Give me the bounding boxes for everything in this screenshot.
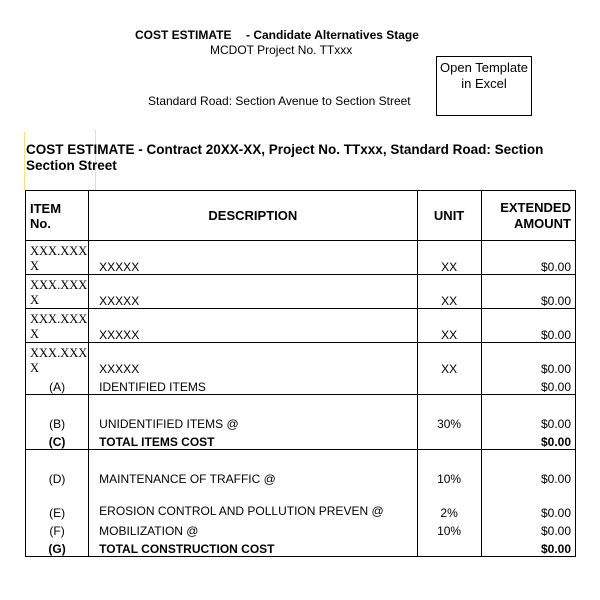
summary-letter: (G) [26,538,89,557]
summary-letter: (D) [26,468,89,486]
item-unit: XX [417,275,481,309]
item-description: XXXXX [89,275,417,309]
spacer-row [26,395,576,414]
table-row [26,343,576,377]
open-template-button[interactable]: Open Template in Excel [436,56,532,116]
summary-description: IDENTIFIED ITEMS [89,376,417,395]
item-unit: XX [417,343,481,377]
project-number: MCDOT Project No. TTxxx [210,43,353,57]
item-amount: $0.00 [481,343,575,377]
item-description: XXXXX [89,241,417,275]
table-row [26,275,576,309]
summary-letter: (F) [26,520,89,538]
summary-description: MAINTENANCE OF TRAFFIC @ [89,468,417,486]
summary-row-e [26,486,576,520]
spacer-row [26,450,576,469]
summary-amount: $0.00 [481,431,575,450]
summary-row-b [26,413,576,431]
item-code: XXX.XXX X [26,275,89,309]
summary-amount: $0.00 [481,413,575,431]
summary-letter: (C) [26,431,89,450]
item-code: XXX.XXX X [26,343,89,377]
summary-letter: (A) [26,376,89,395]
summary-amount: $0.00 [481,468,575,486]
item-unit: XX [417,309,481,343]
contract-title: COST ESTIMATE - Contract 20XX-XX, Project No. TTxxx, Standard Road: Section Section Street [26,142,544,173]
summary-amount: $0.00 [481,520,575,538]
item-code: XXX.XXX X [26,309,89,343]
item-code: XXX.XXX X [26,241,89,275]
summary-description: EROSION CONTROL AND POLLUTION PREVEN @ [89,486,417,520]
item-amount: $0.00 [481,241,575,275]
summary-row-g [26,538,576,557]
column-header-extended-amount: EXTENDED AMOUNT [481,191,575,241]
column-header-unit: UNIT [417,191,481,241]
summary-row-a [26,376,576,395]
road-section: Standard Road: Section Avenue to Section Street [148,94,411,108]
summary-description: TOTAL ITEMS COST [89,431,417,450]
summary-percent: 2% [417,486,481,520]
item-unit: XX [417,241,481,275]
summary-percent: 30% [417,413,481,431]
cost-estimate-table [25,190,576,557]
item-amount: $0.00 [481,309,575,343]
column-header-description: DESCRIPTION [89,191,417,241]
column-header-item-no: ITEM No. [26,191,89,241]
summary-row-d [26,468,576,486]
summary-row-c [26,431,576,450]
estimate-stage: - Candidate Alternatives Stage [246,28,419,42]
summary-amount: $0.00 [481,376,575,395]
summary-description: UNIDENTIFIED ITEMS @ [89,413,417,431]
summary-percent: 10% [417,520,481,538]
summary-amount: $0.00 [481,486,575,520]
summary-description: MOBILIZATION @ [89,520,417,538]
table-row [26,309,576,343]
summary-amount: $0.00 [481,538,575,557]
table-header-row [26,191,576,241]
summary-letter: (E) [26,486,89,520]
summary-letter: (B) [26,413,89,431]
summary-description: TOTAL CONSTRUCTION COST [89,538,417,557]
column-guide [24,132,25,190]
estimate-title: COST ESTIMATE [135,28,232,42]
table-row [26,241,576,275]
summary-row-f [26,520,576,538]
item-description: XXXXX [89,309,417,343]
item-description: XXXXX [89,343,417,377]
item-amount: $0.00 [481,275,575,309]
summary-percent: 10% [417,468,481,486]
